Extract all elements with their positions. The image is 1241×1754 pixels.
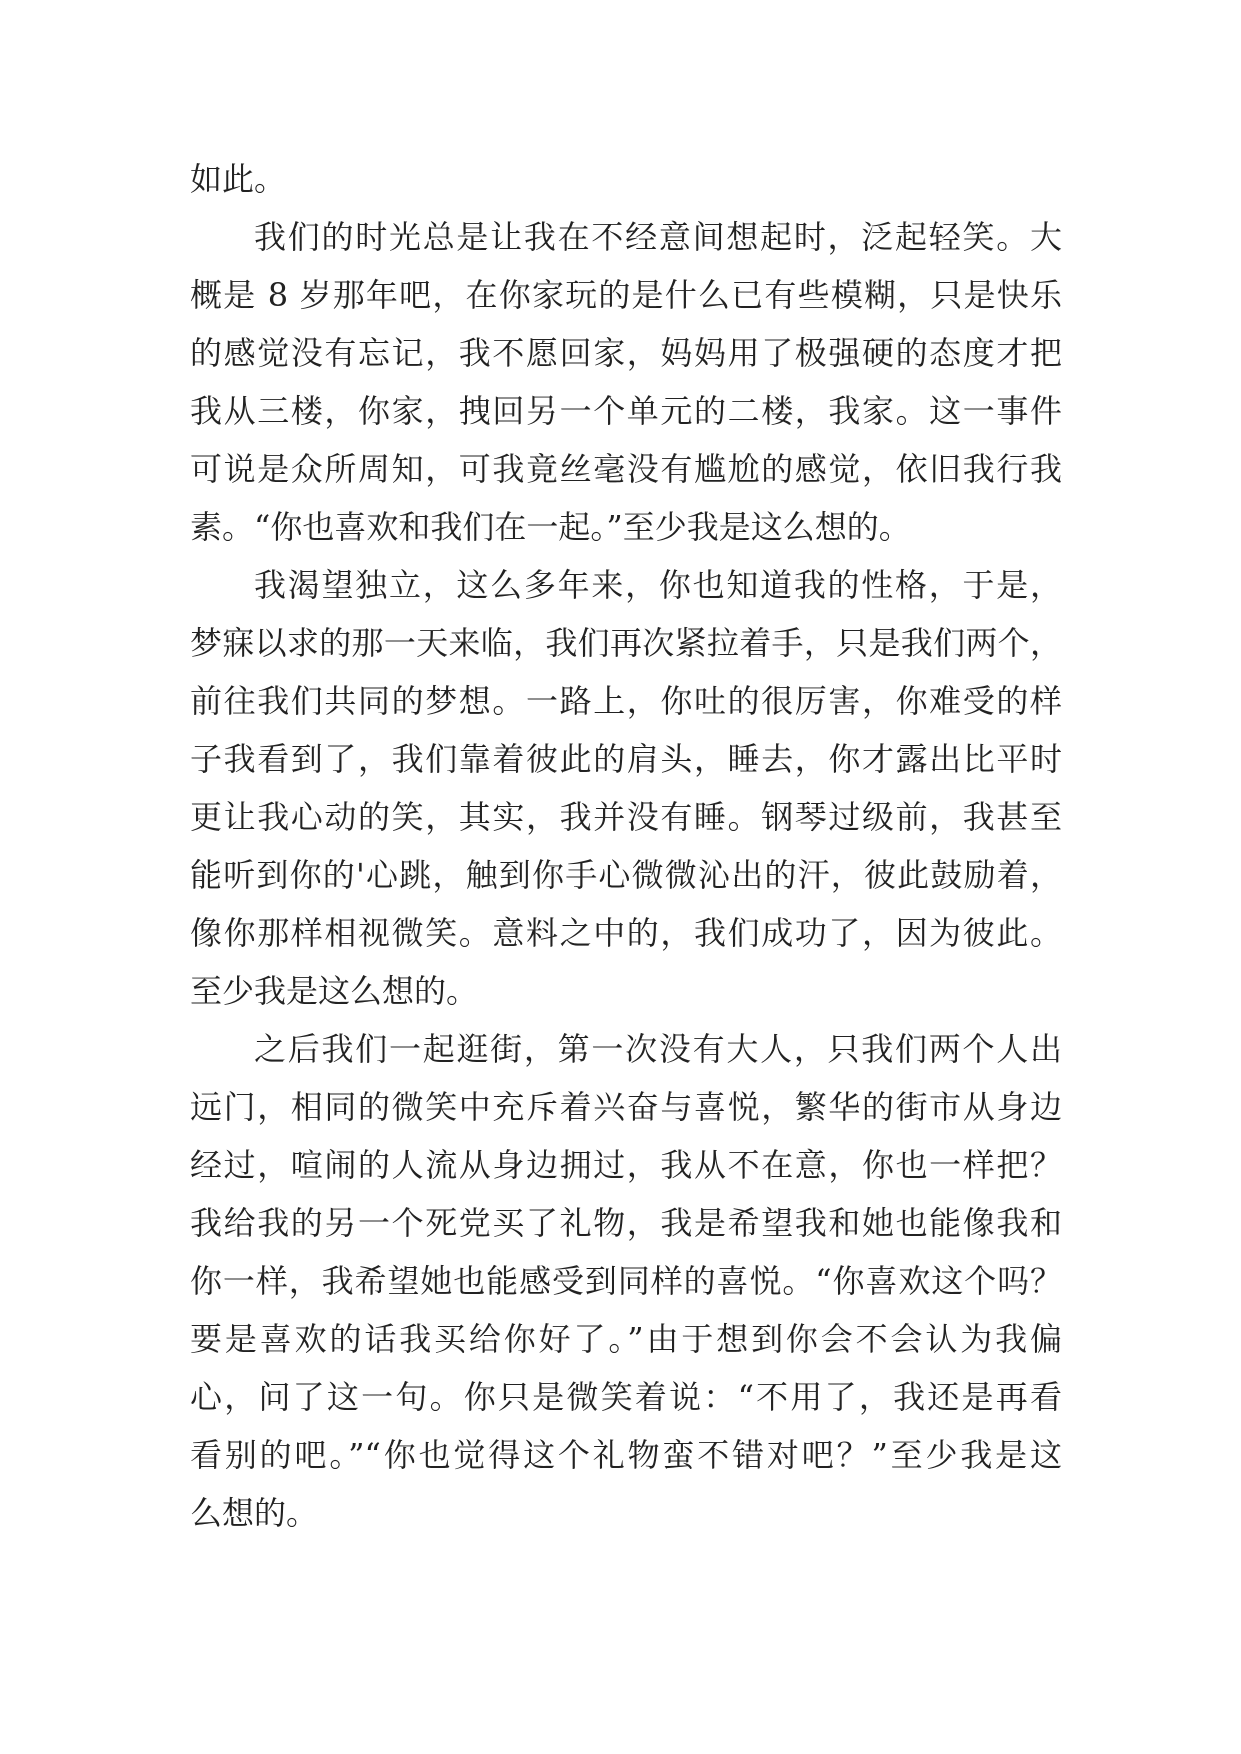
document-body xyxy=(190,150,1062,1542)
text-line: 我们的时光总是让我在不经意间想起时，泛起轻笑。大 xyxy=(254,218,1062,256)
text-line: 如此。 xyxy=(190,160,287,198)
text-line: 看别的吧。”“你也觉得这个礼物蛮不错对吧？”至少我是这 xyxy=(190,1436,1062,1474)
text-line: 梦寐以求的那一天来临，我们再次紧拉着手，只是我们两个， xyxy=(190,624,1062,662)
text-line: 么想的。 xyxy=(190,1494,319,1532)
text-line: 远门，相同的微笑中充斥着兴奋与喜悦，繁华的街市从身边 xyxy=(190,1088,1062,1126)
text-line: 能听到你的'心跳，触到你手心微微沁出的汗，彼此鼓励着， xyxy=(190,856,1062,894)
text-line: 更让我心动的笑，其实，我并没有睡。钢琴过级前，我甚至 xyxy=(190,798,1062,836)
text-line: 前往我们共同的梦想。一路上，你吐的很厉害，你难受的样 xyxy=(190,682,1062,720)
text-line: 要是喜欢的话我买给你好了。”由于想到你会不会认为我偏 xyxy=(190,1320,1062,1358)
text-line: 我从三楼，你家，拽回另一个单元的二楼，我家。这一事件 xyxy=(190,392,1062,430)
text-line: 你一样，我希望她也能感受到同样的喜悦。“你喜欢这个吗？ xyxy=(190,1262,1062,1300)
text-line: 像你那样相视微笑。意料之中的，我们成功了，因为彼此。 xyxy=(190,914,1062,952)
text-line: 我给我的另一个死党买了礼物，我是希望我和她也能像我和 xyxy=(190,1204,1062,1242)
text-line: 子我看到了，我们靠着彼此的肩头，睡去，你才露出比平时 xyxy=(190,740,1062,778)
text-line: 至少我是这么想的。 xyxy=(190,972,479,1010)
text-line: 我渴望独立，这么多年来，你也知道我的性格，于是， xyxy=(254,566,1062,604)
text-line: 素。“你也喜欢和我们在一起。”至少我是这么想的。 xyxy=(190,508,911,546)
text-line: 经过，喧闹的人流从身边拥过，我从不在意，你也一样把？ xyxy=(190,1146,1062,1184)
text-line: 概是 8 岁那年吧，在你家玩的是什么已有些模糊，只是快乐 xyxy=(190,276,1062,314)
paragraph-3 xyxy=(190,556,1062,1020)
text-line: 之后我们一起逛街，第一次没有大人，只我们两个人出 xyxy=(254,1030,1062,1068)
paragraph-4 xyxy=(190,1020,1062,1542)
paragraph-1 xyxy=(190,150,1062,208)
text-line: 的感觉没有忘记，我不愿回家，妈妈用了极强硬的态度才把 xyxy=(190,334,1062,372)
text-line: 心，问了这一句。你只是微笑着说：“不用了，我还是再看 xyxy=(190,1378,1062,1416)
paragraph-2 xyxy=(190,208,1062,556)
text-line: 可说是众所周知，可我竟丝毫没有尴尬的感觉，依旧我行我 xyxy=(190,450,1062,488)
